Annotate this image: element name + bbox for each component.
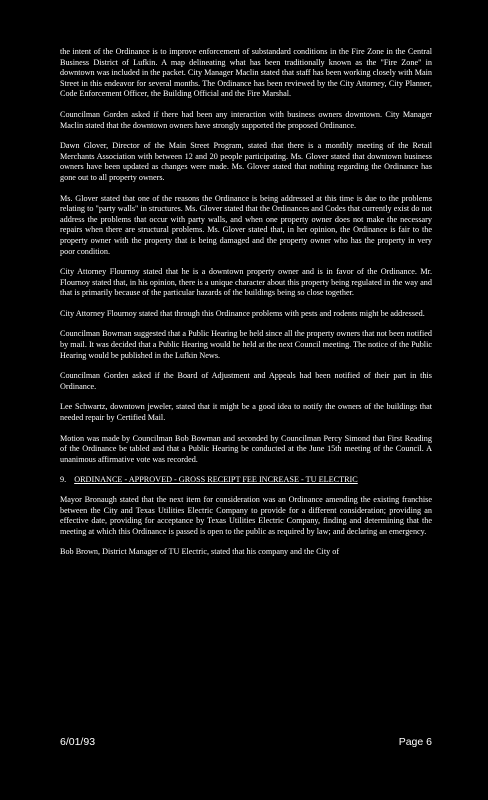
paragraph: Councilman Gorden asked if there had been any interaction with business owners downtown. City Manager Maclin stated that the downtown owners have strongly supported the proposed Ordinance.: [60, 109, 432, 130]
footer-date: 6/01/93: [60, 736, 96, 748]
paragraph: the intent of the Ordinance is to improve enforcement of substandard conditions in the Fire Zone in the Central Business District of Lufkin. A map delineating what has been traditionally known as the "Fire Zone" in downtown was included in the packet. City Manager Maclin stated that staff has been working closely with Main Street in this endeavor for several months. The Ordinance has been reviewed by the City Attorney, City Planner, Code Enforcement Officer, the Building Official and the Fire Marshal.: [60, 47, 432, 99]
paragraph: Bob Brown, District Manager of TU Electric, stated that his company and the City of: [60, 547, 340, 557]
paragraph: Motion was made by Councilman Bob Bowman and seconded by Councilman Percy Simond that First Reading of the Ordinance be tabled and that a Public Hearing be conducted at the June 15th meeting of the Council. A unanimous affirmative vote was recorded.: [60, 433, 432, 464]
paragraph: Ms. Glover stated that one of the reasons the Ordinance is being addressed at this time is due to the problems relating to "party walls" in structures. Ms. Glover stated that the Ordinances and Codes that currently exist do not address the problems that occur with party walls, and when one property owner does not make the necessary repairs when there are structural problems. Ms. Glover stated that, in her opinion, the Ordinance is fair to the property owner with the property that is being damaged and the property owner who has the property in very poor condition.: [60, 193, 432, 256]
paragraph: Mayor Bronaugh stated that the next item for consideration was an Ordinance amending the existing franchise between the City and Texas Utilities Electric Company to provide for a different consideration; providing an effective date, providing for acceptance by Texas Utilities Electric Company, finding and determining that the meeting at which this Ordinance is passed is open to the public as required by law; and declaring an emergency.: [60, 495, 432, 536]
agenda-item-number: 9.: [60, 475, 67, 485]
document-body: [60, 47, 432, 568]
paragraph: Councilman Bowman suggested that a Public Hearing be held since all the property owners that not been notified by mail. It was decided that a Public Hearing would be held at the next Council meeting. The notice of the Public Hearing would be published in the Lufkin News.: [60, 329, 432, 360]
paragraph: City Attorney Flournoy stated that through this Ordinance problems with pests and rodents might be addressed.: [60, 308, 425, 318]
paragraph: City Attorney Flournoy stated that he is a downtown property owner and is in favor of the Ordinance. Mr. Flournoy stated that, in his opinion, there is a unique character about this property being regulated in the way and that is primarily because of the particular hazards of the buildings being so close together.: [60, 267, 432, 298]
agenda-item-title: ORDINANCE - APPROVED - GROSS RECEIPT FEE INCREASE - TU ELECTRIC: [74, 475, 358, 485]
page-number: Page 6: [398, 736, 432, 748]
agenda-item-heading: [60, 475, 432, 486]
paragraph: Dawn Glover, Director of the Main Street Program, stated that there is a monthly meeting of the Retail Merchants Association with between 12 and 20 people participating. Ms. Glover stated that downtown business owners have been updated as changes were made. Ms. Glover stated that nothing regarding the Ordinance has gone out to all property owners.: [60, 141, 432, 182]
paragraph: Councilman Gorden asked if the Board of Adjustment and Appeals had been notified of their part in this Ordinance.: [60, 371, 432, 391]
paragraph: Lee Schwartz, downtown jeweler, stated that it might be a good idea to notify the owners of the buildings that needed repair by Certified Mail.: [60, 402, 432, 423]
